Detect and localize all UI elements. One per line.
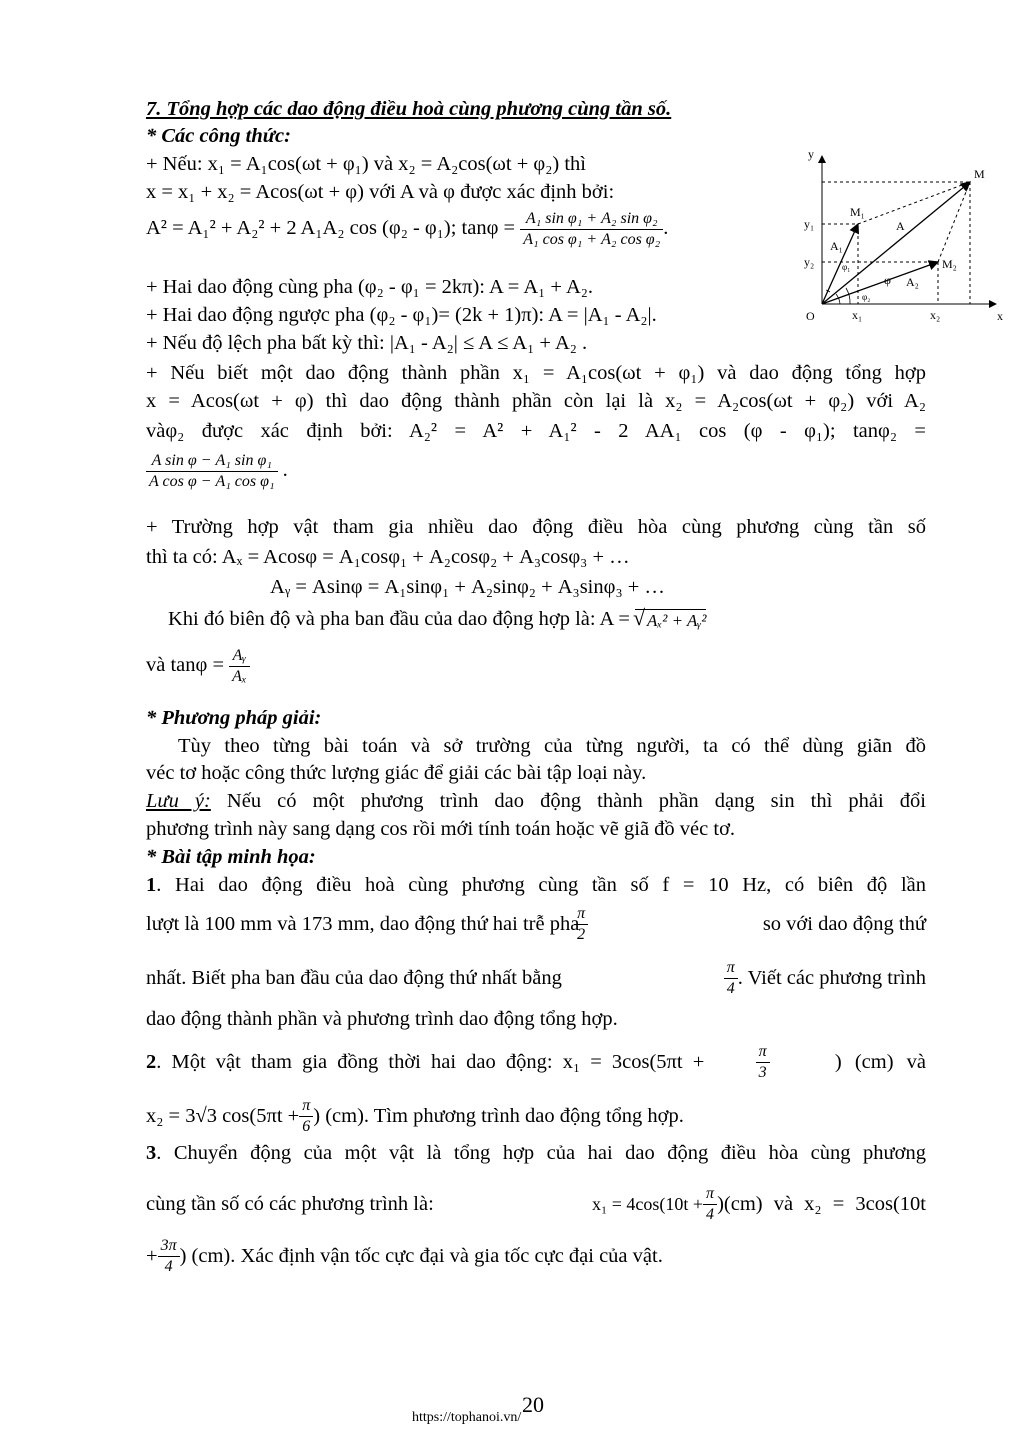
exercise-3-equation: x₁ = 4cos(10t + [591,1194,704,1214]
exercise-2-line-2 [146,1096,684,1137]
pi6-den: 6 [302,1118,311,1135]
pi-over-3-fraction [756,1042,770,1083]
exercise-2-text-2a: x₂ = 3√3 cos(5πt + [146,1105,300,1127]
pi3-den: 3 [758,1064,767,1081]
label-phi: φ [884,273,891,287]
tan2-denominator: A cos φ − A₁ cos φ₁ [149,473,275,490]
vector-a2 [822,262,938,304]
exercise-3-text-3b: ) (cm). Xác định vận tốc cực đại và gia tốc cực đại của vật. [179,1245,663,1267]
exercise-3-line-1 [146,1140,926,1167]
exercise-1-text-2b: so với dao động thứ [762,913,926,935]
tan2-numerator: A sin φ − A₁ sin φ₁ [146,451,278,472]
pi6-num: π [299,1096,313,1117]
exercise-3-text-2b: )(cm) và x₂ = 3cos(10t [717,1193,926,1215]
tan2-fraction [146,451,278,492]
label-phi1: φ₁ [842,262,851,272]
line-multi-3: Aᵧ = Asinφ = A₁sinφ₁ + A₂sinφ₂ + A₃sinφ₃ + … [270,576,665,598]
vector-diagram [800,144,1005,324]
label-o: O [806,309,815,323]
pi2-den: 2 [577,926,586,943]
tanphi-fraction [229,646,249,687]
line-known-1: + Nếu biết một dao động thành phần x₁ = A₁cos(ωt + φ₁) và dao động tổng hợp [146,362,926,384]
tanphi-text: và tanφ = [146,654,225,677]
pi4-num: π [724,958,738,979]
exercise-2-text-1b: ) (cm) và [834,1051,926,1073]
exercise-1-line-1 [146,872,926,899]
pi4b-den: 4 [706,1206,715,1223]
tan-numerator: A₁ sin φ₁ + A₂ sin φ₂ [520,209,663,230]
note-label: Lưu ý: [146,790,211,812]
label-m2: M₂ [942,257,957,271]
pi4-den: 4 [726,980,735,997]
three-pi-over-4-fraction [158,1236,180,1277]
tanphi-numerator: Aᵧ [229,646,249,667]
section-title-text: 7. Tổng hợp các dao động điều hoà cùng phương cùng tần số. [146,98,672,120]
line-known-3: vàφ₂ được xác định bởi: A₂² = A² + A₁² - 2 AA₁ cos (φ - φ₁); tanφ₂ = [146,420,926,442]
exercise-3-text-1: . Chuyển động của một vật là tổng hợp của hai dao động điều hòa cùng phương [156,1142,926,1164]
arc-phi [846,288,850,304]
label-y1: y₁ [804,217,815,231]
line-tanphi [146,646,250,687]
label-x1: x₁ [852,308,863,322]
exercise-3-text-2a: cùng tần số có các phương trình là: [146,1193,434,1215]
line-a-squared: A² = A₁² + A₂² + 2 A₁A₂ cos (φ₂ - φ₁); tanφ = $\frac{\text{A₁ sin φ₁ + A₂ sin φ₂}}{\text{A₁ cos φ₁ + A₂ cos φ₂}}$ . [146,210,669,248]
note-text-1: Nếu có một phương trình dao động thành phần dạng sin thì phải đổi [210,790,926,812]
vector-a [822,182,970,304]
note-line-2: phương trình này sang dạng cos rồi mới tính toán hoặc vẽ giã đồ véc tơ. [146,818,736,840]
exercise-2-text-1a: . Một vật tham gia đồng thời hai dao động: x₁ = 3cos(5πt + [156,1051,705,1073]
vector-a1 [822,224,858,304]
line-opp-phase: + Hai dao động ngược pha (φ₂ - φ₁)= (2k + 1)π): A = |A₁ - A₂|. [146,304,657,326]
pi-over-4-fraction-2 [703,1184,717,1225]
tan-fraction [520,209,663,250]
label-a2: A₂ [906,275,919,289]
pi-over-4-fraction [724,958,738,999]
dash-parallelogram-2 [938,182,970,262]
pi2-num: π [574,904,588,925]
pi4b-num: π [703,1184,717,1205]
amplitude-sqrt: √ Aₓ² + Aᵧ² [635,609,706,632]
exercise-2-number: 2 [146,1051,157,1073]
label-m: M [974,167,985,181]
label-a1: A₁ [830,239,843,253]
note-line-1 [146,788,926,815]
exercise-1-text-3b: . Viết các phương trình [737,967,926,989]
line-if: + Nếu: x₁ = A₁cos(ωt + φ₁) và x₂ = A₂cos(ωt + φ₂) thì [146,153,586,175]
method-line-2: véc tơ hoặc công thức lượng giác để giải các bài tập loại này. [146,762,647,784]
line-multi-1: + Trường hợp vật tham gia nhiều dao động điều hòa cùng phương cùng tần số [146,516,926,538]
label-x2: x₂ [930,308,941,322]
label-phi2: φ₂ [862,292,871,302]
label-x: x [997,309,1003,323]
formulas-heading: * Các công thức: [146,125,291,147]
line-multi-2: thì ta có: Aₓ = Acosφ = A₁cosφ₁ + A₂cosφ₂ + A₃cosφ₃ + … [146,546,630,568]
line-amplitude [168,606,706,633]
line-known-2: x = Acos(ωt + φ) thì dao động thành phần còn lại là x₂ = A₂cos(ωt + φ₂) với A₂ [146,390,926,412]
tan-denominator: A₁ cos φ₁ + A₂ cos φ₂ [523,231,661,248]
exercise-3-plus: + [146,1245,158,1267]
exercise-2-text-2b: ) (cm). Tìm phương trình dao động tổng hợp. [313,1105,684,1127]
exercise-3-line-2-tail [592,1184,926,1225]
exercise-1-line-3 [146,958,926,999]
line-any-phase: + Nếu độ lệch pha bất kỳ thì: |A₁ - A₂| ≤ A ≤ A₁ + A₂ . [146,332,588,354]
method-heading: * Phương pháp giải: [146,707,322,729]
exercise-1-line-2 [146,904,926,945]
a-squared-text: A² = A₁² + A₂² + 2 A₁A₂ cos (φ₂ - φ₁); tanφ = [146,217,516,240]
method-line-1: Tùy theo từng bài toán và sở trường của từng người, ta có thể dùng giãn đồ [178,735,926,757]
label-y2: y₂ [804,255,815,269]
3pi4-den: 4 [164,1258,173,1275]
pi-over-2-fraction [574,904,588,945]
line-same-phase: + Hai dao động cùng pha (φ₂ - φ₁ = 2kπ): A = A₁ + A₂. [146,276,594,298]
footer-url[interactable]: https://tophanoi.vn/ [412,1410,522,1425]
exercise-3-number: 3 [146,1142,157,1164]
exercise-1-line-4: dao động thành phần và phương trình dao động tổng hợp. [146,1008,618,1030]
page-number: 20 [522,1392,544,1417]
dash-parallelogram-1 [858,182,970,224]
section-title [146,96,671,123]
exercise-3-line-3 [146,1236,663,1277]
exercise-3-line-2 [146,1184,926,1225]
label-a: A [896,219,905,233]
tanphi-denominator: Aₓ [232,668,247,685]
label-y: y [808,147,814,161]
examples-heading: * Bài tập minh họa: [146,846,316,868]
line-sum: x = x₁ + x₂ = Acos(ωt + φ) với A và φ được xác định bởi: [146,181,615,203]
pi3-num: π [756,1042,770,1063]
exercise-2-line-1 [146,1042,926,1083]
exercise-1-line-3-tail [724,958,926,999]
3pi4-num: 3π [158,1236,180,1257]
exercise-1-text-1: . Hai dao động điều hoà cùng phương cùng tần số f = 10 Hz, có biên độ lần [156,874,926,896]
exercise-1-text-3a: nhất. Biết pha ban đầu của dao động thứ nhất bằng [146,967,562,989]
exercise-2-text-1a-wrap [146,1049,704,1076]
exercise-1-text-2a: lượt là 100 mm và 173 mm, dao động thứ hai trễ pha [146,913,580,935]
pi-over-6-fraction [299,1096,313,1137]
amplitude-text: Khi đó biên độ và pha ban đầu của dao động hợp là: A = [168,608,630,630]
tan2-fraction-line: $\frac{\text{A sin φ − A₁ sin φ₁}}{\text{A cos φ − A₁ cos φ₁}}$ . [146,451,288,492]
exercise-1-number: 1 [146,874,157,896]
label-m1: M₁ [850,205,865,219]
